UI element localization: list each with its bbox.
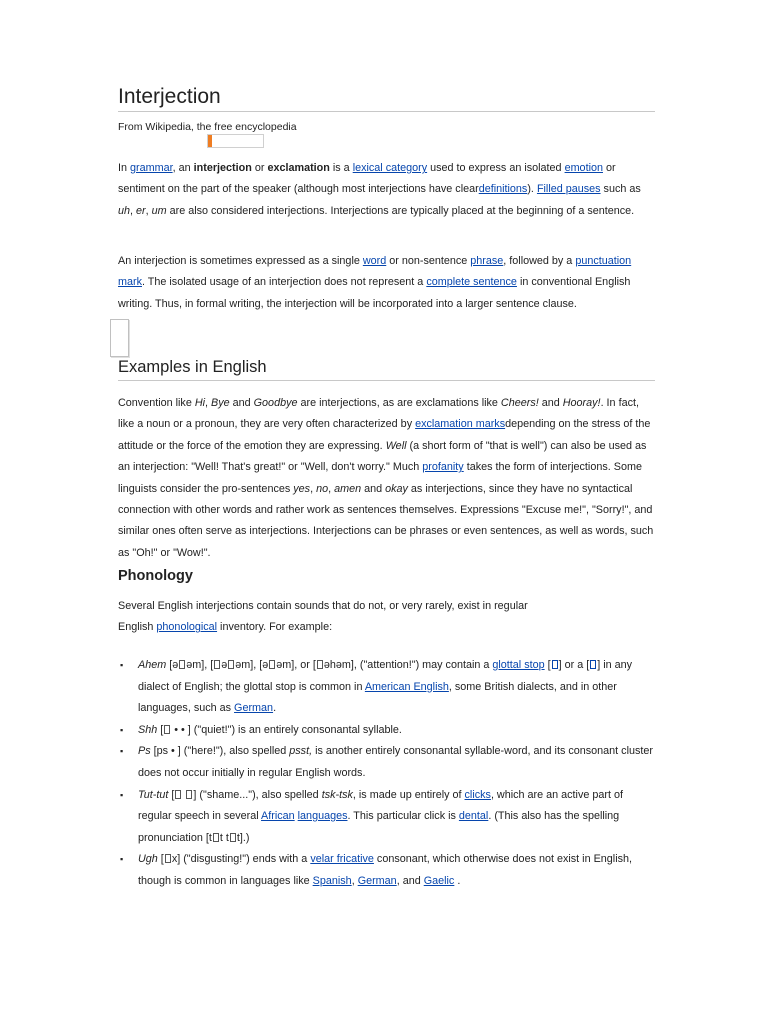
- italic-term: Hooray!: [562, 397, 601, 409]
- list-item: ▪ Ahem [ə əm], [ ə əm], [ə əm], or [ əhəm], ("attention!") may contain a glottal stop [ ] or a [ ] in any dialect of English; the glottal stop is common in American English, some British dialects, and in other languages, such as German.: [118, 655, 655, 720]
- ipa-glyph[interactable]: [552, 660, 558, 669]
- wiki-link[interactable]: African: [261, 810, 295, 823]
- italic-term: Cheers!: [500, 397, 539, 409]
- section-heading-phonology: Phonology: [118, 568, 193, 584]
- italic-term: Bye: [211, 397, 230, 409]
- italic-term: psst,: [289, 745, 313, 758]
- wiki-link[interactable]: Spanish: [312, 874, 352, 887]
- edit-box[interactable]: [207, 134, 264, 148]
- wiki-link[interactable]: word: [362, 255, 387, 267]
- ipa-glyph: [213, 833, 219, 842]
- ipa-glyph[interactable]: [590, 660, 596, 669]
- ipa-glyph: [214, 660, 220, 669]
- ipa-glyph: [230, 833, 236, 842]
- italic-term: no: [316, 482, 329, 495]
- wiki-link[interactable]: complete sentence: [426, 276, 517, 289]
- list-item: ▪ Shh [ • • ] ("quiet!") is an entirely consonantal syllable.: [118, 720, 655, 742]
- wiki-link[interactable]: clicks: [464, 788, 491, 801]
- wiki-link[interactable]: American English: [364, 680, 449, 693]
- bullet-icon: ▪: [120, 746, 124, 757]
- italic-term: yes: [293, 482, 311, 495]
- bullet-icon: ▪: [120, 724, 124, 735]
- ipa-glyph: [179, 660, 185, 669]
- wiki-link[interactable]: profanity: [422, 461, 464, 474]
- ipa-glyph: [269, 660, 275, 669]
- ipa-glyph: [228, 660, 234, 669]
- wiki-link[interactable]: phrase: [470, 255, 504, 267]
- list-item: ▪ Ugh [ x] ("disgusting!") ends with a velar fricative consonant, which otherwise does not exist in English, though is common in languages like Spanish, German, and Gaelic .: [118, 849, 655, 892]
- wiki-link[interactable]: grammar: [130, 162, 173, 174]
- italic-term: tsk-tsk: [321, 788, 353, 801]
- italic-term: Ahem: [138, 659, 167, 671]
- wiki-link[interactable]: glottal stop: [492, 659, 545, 671]
- page-tagline: From Wikipedia, the free encyclopedia: [118, 121, 297, 133]
- list-item: ▪ Tut-tut [ ] ("shame..."), also spelled tsk-tsk, is made up entirely of clicks, which are an active part of regular speech in several African languages. This particular click is dental. (This also has the spelling pronunciation [t t t t].): [118, 785, 655, 850]
- italic-term: amen: [334, 482, 362, 495]
- bold-term: exclamation: [267, 162, 330, 174]
- wiki-link[interactable]: definitions: [478, 183, 528, 196]
- wiki-link[interactable]: Gaelic: [423, 874, 455, 887]
- image-placeholder: [110, 319, 129, 357]
- ipa-glyph: [317, 660, 323, 669]
- section-heading-examples: Examples in English: [118, 355, 655, 381]
- italic-term: Shh: [138, 723, 158, 736]
- page-title: Interjection: [118, 84, 655, 112]
- italic-term: Ugh: [138, 853, 158, 866]
- ipa-glyph: [186, 790, 192, 799]
- wiki-link[interactable]: lexical category: [352, 162, 428, 174]
- wiki-link[interactable]: phonological: [156, 621, 218, 634]
- bullet-icon: ▪: [120, 854, 124, 865]
- wiki-link[interactable]: dental: [458, 810, 489, 823]
- wiki-link[interactable]: emotion: [564, 162, 603, 174]
- italic-term: Ps: [138, 745, 151, 758]
- phonology-list: [118, 655, 655, 893]
- wiki-link[interactable]: exclamation marks: [415, 418, 506, 431]
- wiki-link[interactable]: Filled pauses: [536, 183, 601, 196]
- intro-paragraph-1: In grammar, an interjection or exclamation is a lexical category used to express an isolated emotion or sentiment on the part of the speaker (although most interjections have cleardefinitions). Filled pauses such as uh, er, um are also considered interjections. Interjections are typically placed at the beginning of a sentence.: [118, 162, 641, 217]
- italic-term: Tut-tut: [138, 788, 169, 801]
- orange-marker: [208, 135, 212, 147]
- ipa-glyph: [175, 790, 181, 799]
- italic-term: er: [136, 204, 146, 217]
- italic-term: Goodbye: [253, 397, 298, 409]
- phonology-intro: Several English interjections contain sounds that do not, or very rarely, exist in regular English phonological inventory. For example:: [118, 600, 528, 634]
- wiki-link[interactable]: German: [357, 874, 397, 887]
- ipa-glyph: [164, 725, 170, 734]
- list-item: ▪ Ps [ps • ] ("here!"), also spelled psst, is another entirely consonantal syllable-word, and its consonant cluster does not occur initially in regular English words.: [118, 741, 655, 784]
- examples-paragraph: Convention like Hi, Bye and Goodbye are interjections, as are exclamations like Cheers! and Hooray!. In fact, like a noun or a pronoun, they are very often characterized by exclamation marksdepending on the stress of the attitude or the force of the emotion they are expressing. Well (a short form of "that is well") can also be used as an interjection: "Well! That's great!" or "Well, don't worry." Much profanity takes the form of interjections. Some linguists consider the pro-sentences yes, no, amen and okay as interjections, since they have no syntactical connection with other words and rather work as sentences themselves. Expressions "Excuse me!", "Sorry!", and similar ones often serve as interjections. Interjections can be phrases or even sentences, as well as words, such as "Oh!" or "Wow!".: [118, 397, 654, 559]
- bullet-icon: ▪: [120, 789, 124, 800]
- ipa-glyph: [165, 854, 171, 863]
- italic-term: Hi: [194, 397, 206, 409]
- italic-term: Well: [385, 439, 407, 452]
- bold-term: interjection: [193, 162, 252, 174]
- wiki-link[interactable]: punctuation mark: [118, 255, 632, 289]
- italic-term: um: [151, 204, 167, 217]
- italic-term: okay: [385, 482, 408, 495]
- bullet-icon: ▪: [120, 660, 124, 670]
- italic-term: uh: [118, 204, 131, 217]
- wiki-link[interactable]: German: [234, 702, 274, 715]
- wiki-link[interactable]: velar fricative: [310, 853, 374, 866]
- wiki-link[interactable]: languages: [297, 810, 348, 823]
- intro-paragraph-2: An interjection is sometimes expressed as a single word or non-sentence phrase, followed by a punctuation mark. The isolated usage of an interjection does not represent a complete sentence in conventional English writing. Thus, in formal writing, the interjection will be incorporated into a larger sentence clause.: [118, 255, 632, 310]
